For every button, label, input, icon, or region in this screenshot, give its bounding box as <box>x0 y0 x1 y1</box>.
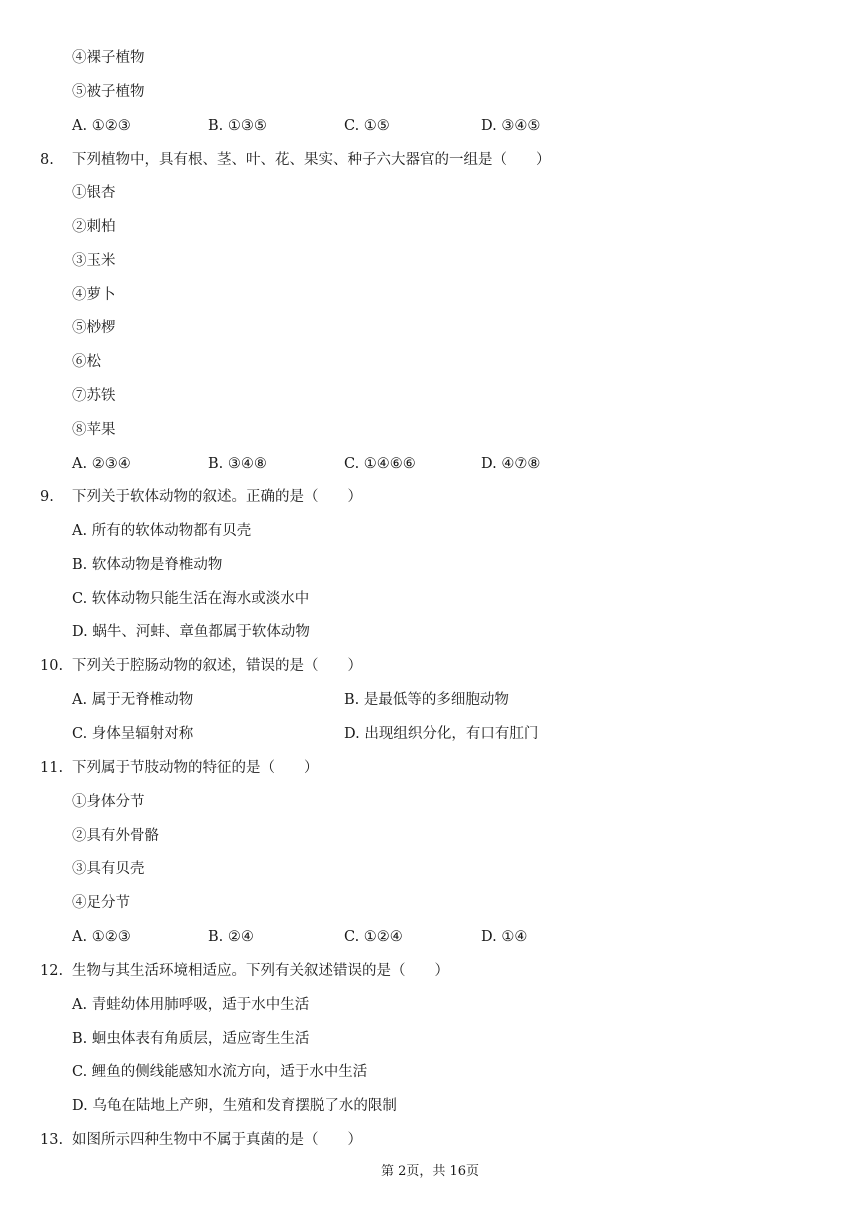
q8-number: 8. <box>40 152 54 168</box>
q12-text: 生物与其生活环境相适应。下列有关叙述错误的是（ ） <box>72 963 449 979</box>
q12-number: 12. <box>40 963 64 979</box>
q10-text: 下列关于腔肠动物的叙述，错误的是（ ） <box>72 658 362 674</box>
q10-option-b: B. 是最低等的多细胞动物 <box>344 692 509 708</box>
q8-option-b: B. ③④⑧ <box>208 456 267 472</box>
q9-text: 下列关于软体动物的叙述。正确的是（ ） <box>72 489 362 505</box>
q8-text: 下列植物中，具有根、茎、叶、花、果实、种子六大器官的一组是（ ） <box>72 152 551 168</box>
q8-item-3: ③玉米 <box>72 253 116 269</box>
q8-option-c: C. ①④⑥⑥ <box>344 456 416 472</box>
q12-option-b: B. 蛔虫体表有角质层，适应寄生生活 <box>72 1031 310 1047</box>
q12-option-a: A. 青蛙幼体用肺呼吸，适于水中生活 <box>72 997 310 1013</box>
q11-number: 11. <box>40 760 64 776</box>
q11-option-a: A. ①②③ <box>72 929 131 945</box>
q9-number: 9. <box>40 489 54 505</box>
q10-number: 10. <box>40 658 64 674</box>
q8-item-6: ⑥松 <box>72 354 101 370</box>
q9-option-b: B. 软体动物是脊椎动物 <box>72 557 223 573</box>
q8-item-4: ④萝卜 <box>72 287 116 303</box>
q10-option-c: C. 身体呈辐射对称 <box>72 726 194 742</box>
q9-option-c: C. 软体动物只能生活在海水或淡水中 <box>72 591 310 607</box>
q11-item-4: ④足分节 <box>72 895 130 911</box>
q9-option-d: D. 蜗牛、河蚌、章鱼都属于软体动物 <box>72 624 310 640</box>
q13-text: 如图所示四种生物中不属于真菌的是（ ） <box>72 1132 362 1148</box>
q11-option-b: B. ②④ <box>208 929 254 945</box>
q7-item-5: ⑤被子植物 <box>72 84 145 100</box>
q7-option-b: B. ①③⑤ <box>208 118 267 134</box>
q7-option-a: A. ①②③ <box>72 118 131 134</box>
q8-item-7: ⑦苏铁 <box>72 388 116 404</box>
q11-item-1: ①身体分节 <box>72 794 145 810</box>
q8-item-8: ⑧苹果 <box>72 422 116 438</box>
q11-item-3: ③具有贝壳 <box>72 861 145 877</box>
q11-option-c: C. ①②④ <box>344 929 403 945</box>
q12-option-c: C. 鲤鱼的侧线能感知水流方向，适于水中生活 <box>72 1064 368 1080</box>
page-footer: 第 2页，共 16页 <box>380 1164 480 1179</box>
q8-item-5: ⑤桫椤 <box>72 320 116 336</box>
q8-option-a: A. ②③④ <box>72 456 131 472</box>
q11-option-d: D. ①④ <box>481 929 528 945</box>
q7-item-4: ④裸子植物 <box>72 50 145 66</box>
q12-option-d: D. 乌龟在陆地上产卵，生殖和发育摆脱了水的限制 <box>72 1098 397 1114</box>
q10-option-a: A. 属于无脊椎动物 <box>72 692 194 708</box>
q9-option-a: A. 所有的软体动物都有贝壳 <box>72 523 252 539</box>
q11-text: 下列属于节肢动物的特征的是（ ） <box>72 760 319 776</box>
q7-option-d: D. ③④⑤ <box>481 118 541 134</box>
q8-item-1: ①银杏 <box>72 185 116 201</box>
q8-option-d: D. ④⑦⑧ <box>481 456 541 472</box>
q11-item-2: ②具有外骨骼 <box>72 828 159 844</box>
q10-option-d: D. 出现组织分化，有口有肛门 <box>344 726 539 742</box>
q13-number: 13. <box>40 1132 64 1148</box>
q8-item-2: ②刺柏 <box>72 219 116 235</box>
q7-option-c: C. ①⑤ <box>344 118 390 134</box>
